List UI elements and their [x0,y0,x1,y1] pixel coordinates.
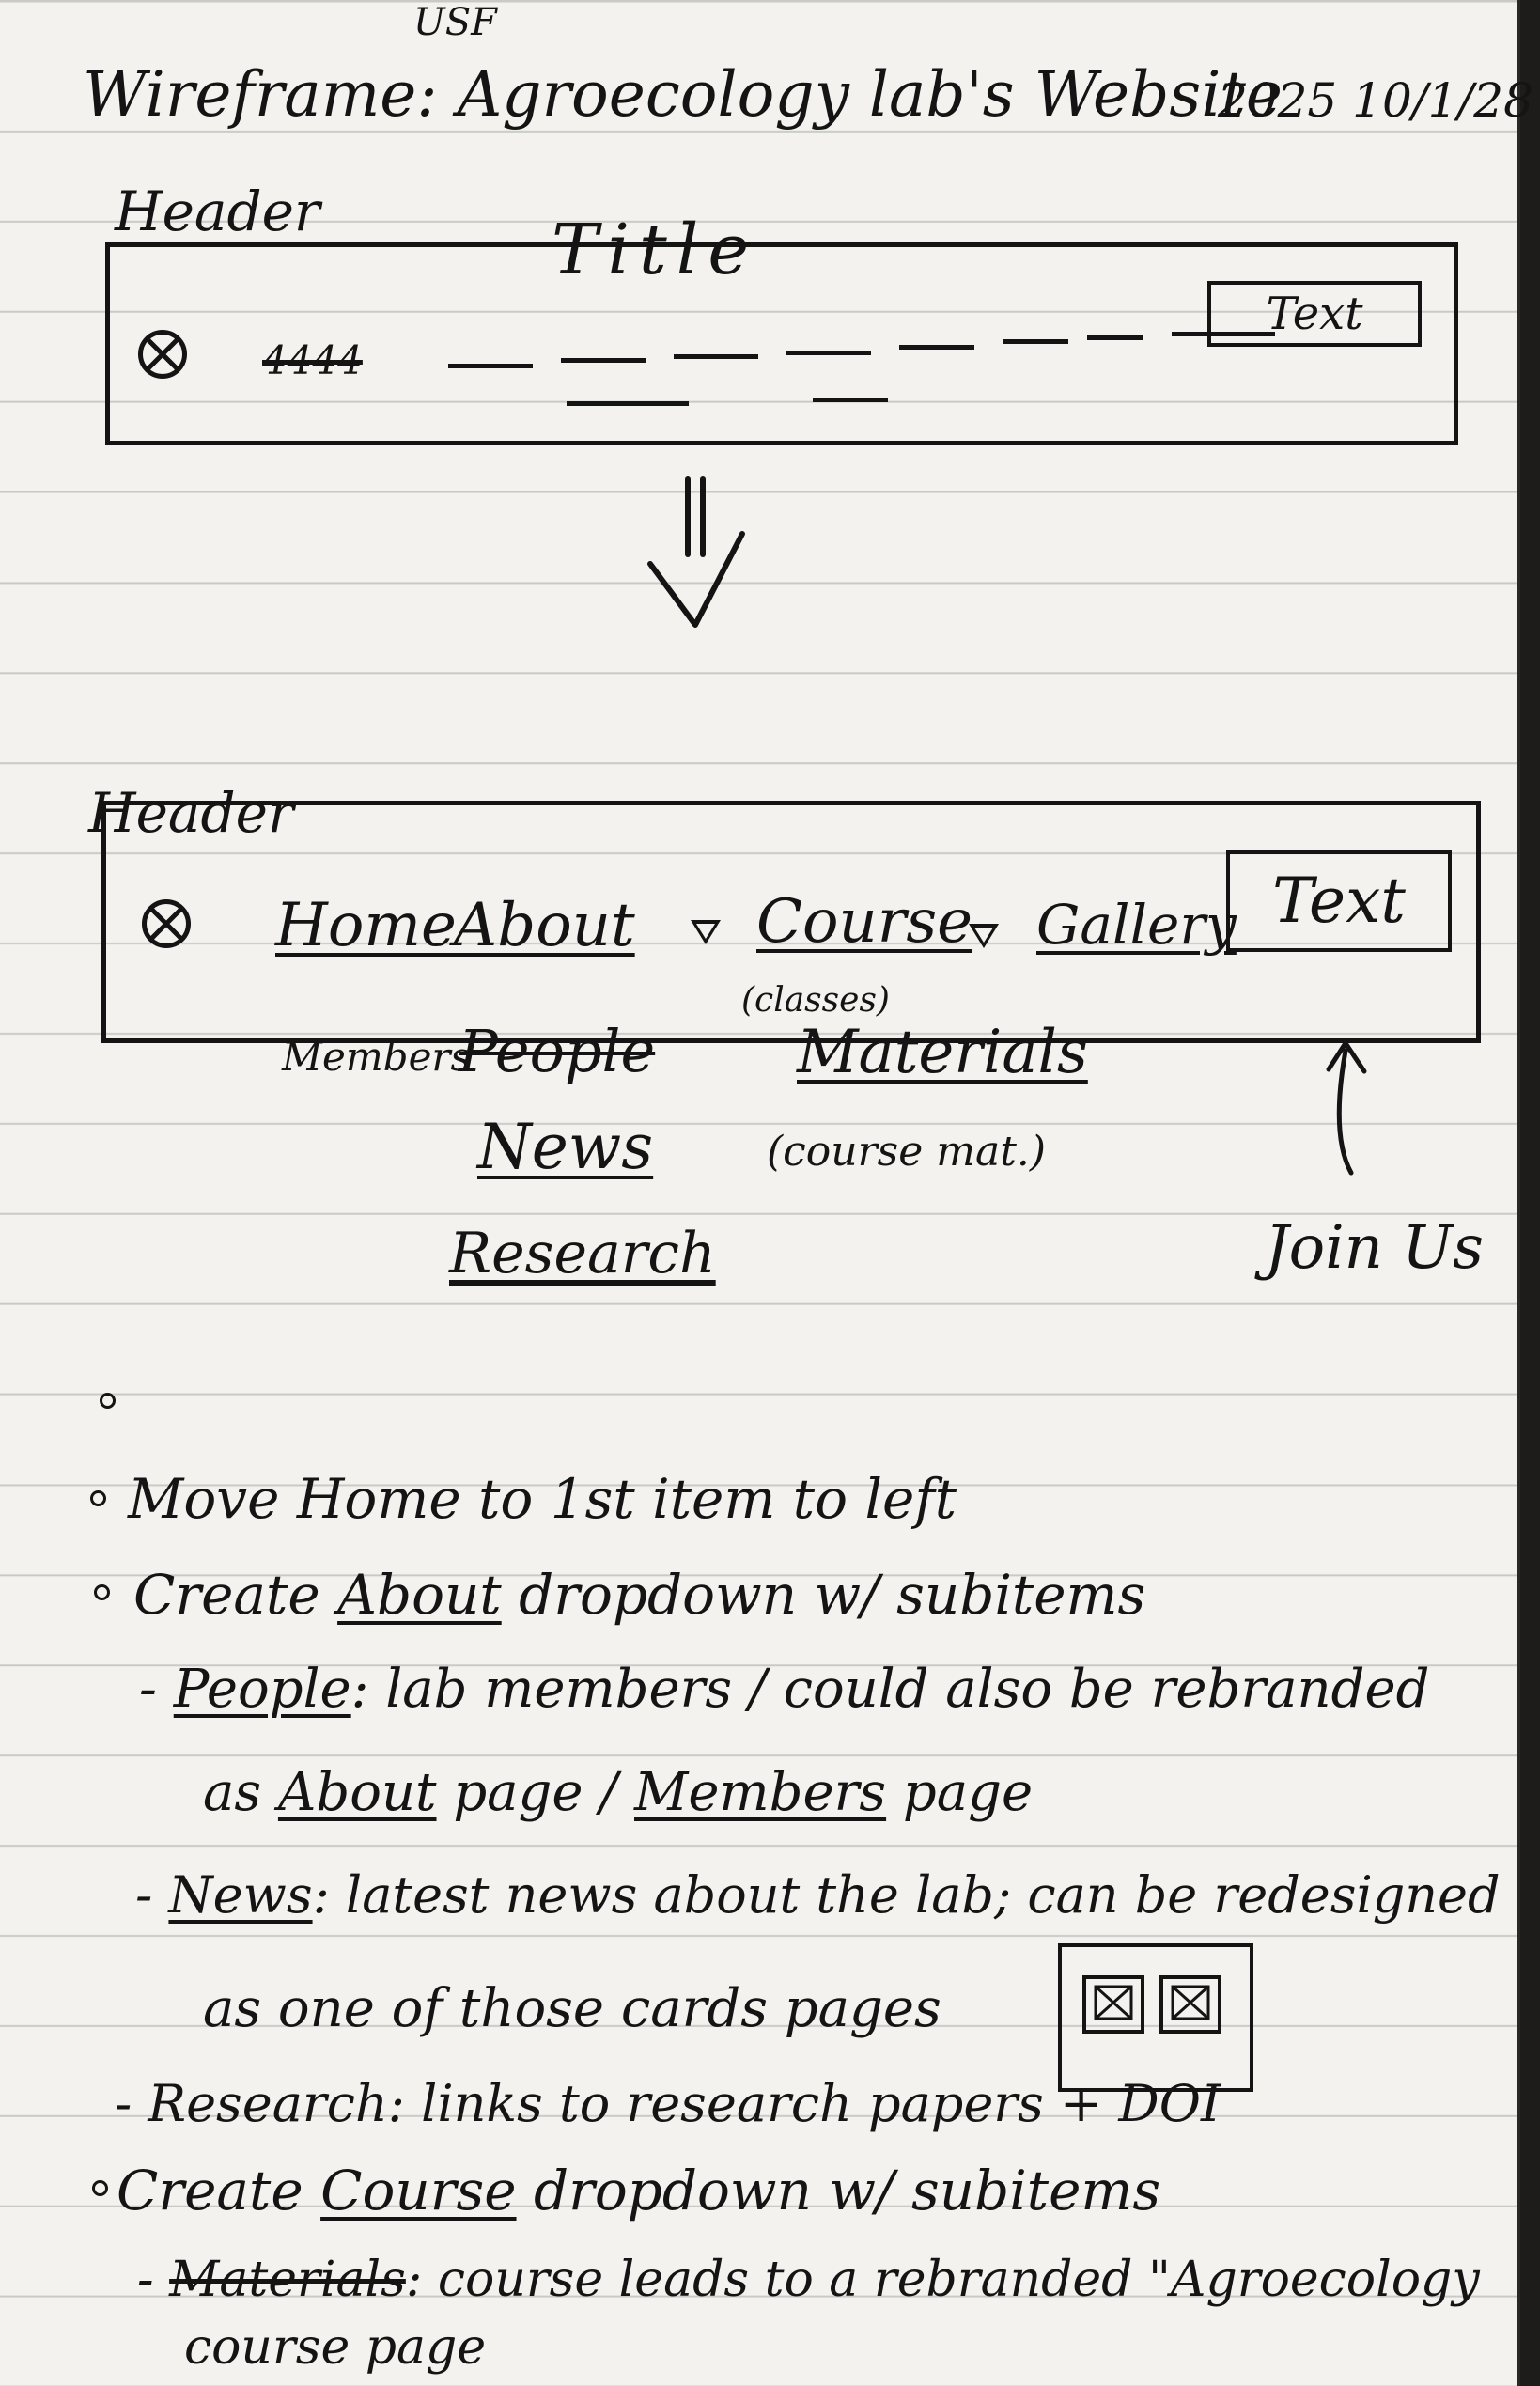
page-title: Wireframe: Agroecology lab's Website [83,58,1283,131]
about-subitem-people: People [459,1017,656,1085]
about-subitem-research: Research [449,1221,716,1287]
logo-placeholder-icon [138,330,187,379]
crossed-out-item: 4444 [262,337,363,383]
nav-placeholder-dash [448,364,533,368]
note-materials: - Materials: course leads to a rebranded "Agroecology [137,2252,1480,2308]
page-date: 2025 10/1/28 [1218,73,1533,128]
logo-placeholder-icon [142,899,191,948]
nav-placeholder-dash [1087,335,1143,340]
card-thumbnail-icon [1081,1973,1231,2039]
empty-bullet [100,1393,116,1409]
nav-placeholder-dash [674,354,758,359]
course-subitem-materials: Materials [797,1018,1088,1087]
join-us-label: Join Us [1265,1213,1484,1283]
nav-course: Course [756,887,973,957]
nav-placeholder-dash [786,351,871,355]
course-subitem-materials-note: (course mat.) [767,1128,1047,1176]
nav-home: Home [275,891,457,960]
sketch-before-title: Title [552,210,759,290]
members-note: Members [282,1034,472,1080]
note-bullet [92,2180,108,2196]
title-annotation: USF [413,1,497,44]
nav-course-note: (classes) [741,981,890,1020]
note-research: - Research: links to research papers + DOI [115,2074,1221,2133]
sketch-after-header-box [101,801,1481,1043]
note-create-course: Create Course dropdown w/ subitems [117,2159,1161,2222]
card-page-sketch [1058,1943,1253,2092]
dropdown-triangle-icon [969,924,999,948]
sketch-before-text-button [1207,281,1422,347]
note-people: - People: lab members / could also be rebranded [139,1659,1430,1720]
note-move-home: Move Home to 1st item to left [128,1467,957,1531]
sketch-before-label: Header [115,179,320,243]
sketch-before-text-button-label: Text [1266,288,1363,340]
nav-gallery: Gallery [1036,893,1237,957]
nav-about: About [454,891,635,960]
note-bullet [90,1490,106,1506]
nav-placeholder-dash [813,398,888,402]
nav-placeholder-dash [1003,339,1068,344]
down-arrow-icon [639,470,752,639]
note-news-cont: as one of those cards pages [203,1978,941,2039]
note-news: - News: latest news about the lab; can be redesigned [135,1865,1501,1925]
dropdown-triangle-icon [691,920,721,944]
note-bullet [94,1584,110,1600]
sketch-after-text-button [1226,850,1452,952]
sketch-after-text-button-label: Text [1272,865,1406,937]
sketch-after-label: Header [88,781,294,845]
about-subitem-news: News [477,1111,654,1183]
note-people-cont: as About page / Members page [203,1762,1034,1823]
nav-placeholder-dash [899,345,974,350]
note-materials-cont: course page [184,2319,487,2376]
nav-placeholder-dash [567,401,689,406]
nav-placeholder-dash [561,358,646,363]
note-create-about: Create About dropdown w/ subitems [133,1563,1146,1627]
up-arrow-icon [1312,1032,1387,1182]
